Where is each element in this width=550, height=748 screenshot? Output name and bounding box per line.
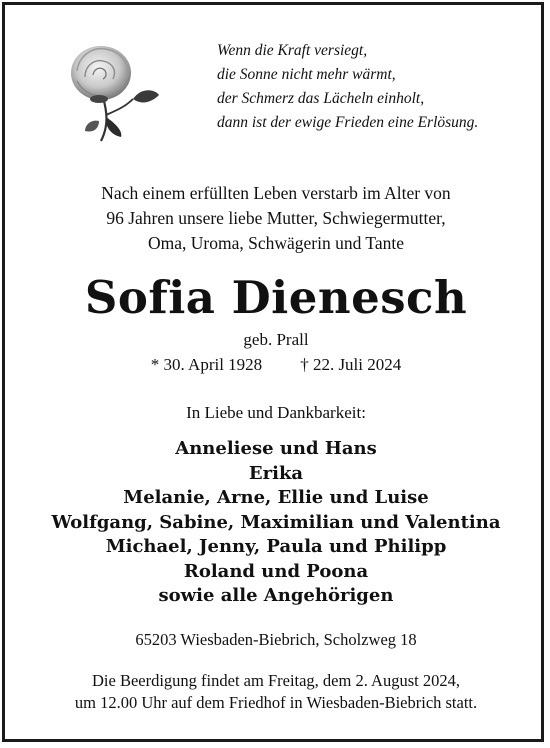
family-line: Wolfgang, Sabine, Maximilian und Valentina	[51, 511, 501, 533]
death-date: † 22. Juli 2024	[300, 355, 402, 374]
address: 65203 Wiesbaden-Biebrich, Scholzweg 18	[135, 630, 417, 649]
poem-line: Wenn die Kraft versiegt,	[217, 42, 368, 59]
thanks-line: In Liebe und Dankbarkeit:	[186, 403, 366, 422]
deceased-name: Sofia Dienesch	[84, 271, 468, 324]
family-list	[5, 437, 547, 609]
life-dates	[5, 355, 547, 375]
intro-line: Oma, Uroma, Schwägerin und Tante	[147, 233, 405, 253]
maiden-name: geb. Prall	[243, 330, 309, 349]
intro-text	[5, 181, 547, 256]
poem-line: der Schmerz das Lächeln einholt,	[217, 90, 425, 107]
rose-icon	[63, 37, 163, 145]
poem	[217, 39, 537, 135]
family-line: Michael, Jenny, Paula und Philipp	[105, 536, 447, 557]
poem-line: dann ist der ewige Frieden eine Erlösung.	[217, 114, 479, 131]
funeral-line: Die Beerdigung findet am Freitag, dem 2. August 2024,	[92, 671, 460, 690]
family-line: Anneliese und Hans	[175, 438, 377, 459]
obituary-frame	[2, 2, 544, 742]
birth-date: * 30. April 1928	[150, 355, 263, 374]
intro-line: Nach einem erfüllten Leben verstarb im Alter von	[101, 183, 451, 203]
family-line: Roland und Poona	[183, 560, 369, 582]
intro-line: 96 Jahren unsere liebe Mutter, Schwiegermutter,	[106, 208, 446, 228]
funeral-line: um 12.00 Uhr auf dem Friedhof in Wiesbaden-Biebrich statt.	[74, 693, 478, 712]
family-line: sowie alle Angehörigen	[158, 585, 394, 606]
family-line: Erika	[248, 462, 304, 484]
funeral-info	[5, 670, 547, 714]
family-line: Melanie, Arne, Ellie und Luise	[123, 487, 429, 508]
poem-line: die Sonne nicht mehr wärmt,	[217, 66, 396, 83]
